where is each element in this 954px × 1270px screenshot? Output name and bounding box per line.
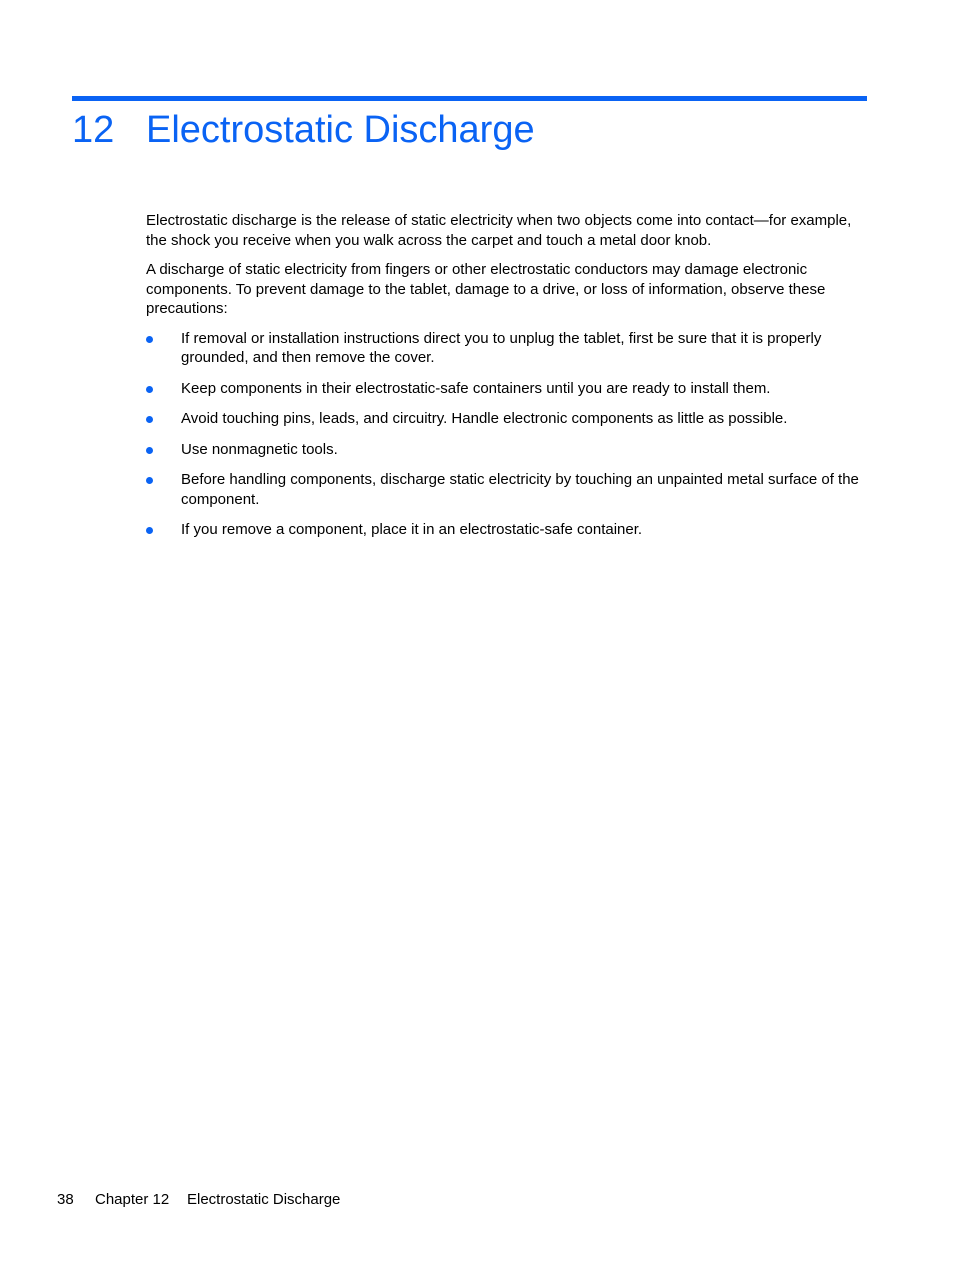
list-item-text: Avoid touching pins, leads, and circuitry. Handle electronic components as little as possible.: [181, 410, 788, 427]
bullet-icon: [146, 447, 153, 454]
list-item: [146, 379, 868, 399]
list-item-text: If removal or installation instructions direct you to unplug the tablet, first be sure that it is properly grounded, and then remove the cover.: [181, 329, 822, 366]
precautions-intro-paragraph: A discharge of static electricity from fingers or other electrostatic conductors may damage electronic components. To prevent damage to the tablet, damage to a drive, or loss of information, observe these precautions:: [146, 261, 826, 317]
list-item: [146, 440, 868, 460]
bullet-icon: [146, 527, 153, 534]
list-item-text: Use nonmagnetic tools.: [181, 440, 338, 458]
bullet-icon: [146, 416, 153, 423]
list-item-text: Before handling components, discharge static electricity by touching an unpainted metal surface of the component.: [181, 471, 859, 508]
intro-paragraph: Electrostatic discharge is the release of static electricity when two objects come into contact—for example, the shock you receive when you walk across the carpet and touch a metal door knob.: [146, 212, 852, 249]
list-item: [146, 409, 868, 429]
chapter-rule: [72, 96, 867, 101]
chapter-number: 12: [72, 109, 115, 151]
chapter-body: [146, 211, 868, 551]
list-item: [146, 329, 868, 368]
list-item-text: If you remove a component, place it in an electrostatic-safe container.: [181, 521, 643, 538]
list-item: [146, 520, 868, 540]
footer-chapter-title: Electrostatic Discharge: [187, 1191, 341, 1208]
chapter-title: [72, 105, 535, 155]
bullet-icon: [146, 336, 153, 343]
list-item-text: Keep components in their electrostatic-safe containers until you are ready to install them.: [181, 379, 771, 397]
bullet-icon: [146, 386, 153, 393]
list-item: [146, 470, 868, 509]
footer-chapter-label: Chapter 12: [95, 1191, 170, 1208]
precautions-list: [146, 329, 868, 540]
page-footer: [57, 1190, 340, 1210]
page-number: 38: [57, 1191, 74, 1208]
bullet-icon: [146, 477, 153, 484]
chapter-heading-text: Electrostatic Discharge: [146, 109, 535, 151]
